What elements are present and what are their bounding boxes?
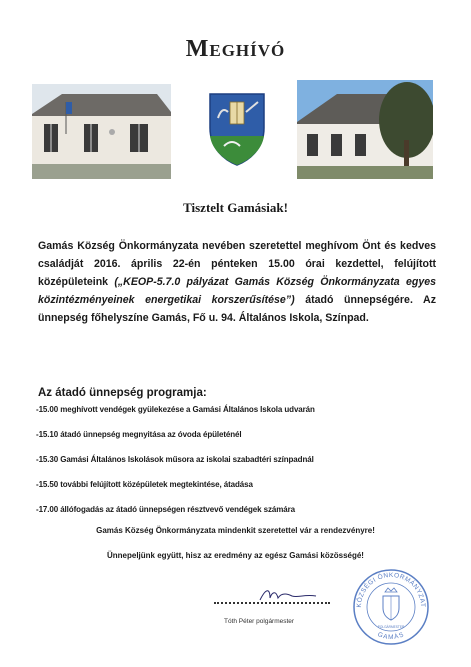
program-item: -15.00 meghívott vendégek gyülekezése a Gamási Általános Iskola udvarán	[36, 405, 315, 414]
greeting: Tisztelt Gamásiak!	[183, 200, 288, 215]
program-item: -15.50 további felújított középületek megtekintése, átadása	[36, 480, 253, 489]
intro-paragraph	[38, 237, 436, 327]
program-item: -15.10 átadó ünnepség megnyitása az óvoda épületénél	[36, 430, 242, 439]
svg-text:GAMÁS	[376, 631, 405, 641]
signature-line	[214, 602, 330, 604]
intro-text-1: Gamás Község Önkormányzata nevében szeretettel meghívom Önt és kedves családját 2016. április 22-én pénteken 15.00 órai kezdettel, felújított középületeink	[38, 240, 436, 288]
intro-project-name: („KEOP-5.7.0 pályázat Gamás Község Önkormányzata egyes közintézményeinek energetikai korszerűsítése”)	[38, 276, 437, 306]
program-item: -15.30 Gamási Általános Iskolások műsora az iskolai szabadtéri színpadnál	[36, 455, 314, 464]
stamp-bottom-text: GAMÁS	[376, 631, 406, 642]
stamp-ring-text: KÖZSÉGI ÖNKORMÁNYZAT	[355, 571, 427, 608]
coat-of-arms-icon	[206, 88, 268, 168]
page-title: Meghívó	[185, 36, 286, 62]
signer-name: Tóth Péter polgármester	[224, 618, 295, 625]
school-building-photo	[32, 84, 171, 179]
closing-line-2: Ünnepeljünk együtt, hisz az eredmény az egész Gamási közösségé!	[107, 551, 364, 560]
intro-text-2: átadó ünnepségére. Az ünnepség főhelyszíne Gamás, Fő u. 94. Általános Iskola, Színpad.	[38, 294, 436, 324]
official-stamp-icon	[352, 568, 430, 646]
stamp-inner-text: POLGÁRMESTER	[377, 625, 405, 629]
closing-line-1: Gamás Község Önkormányzata mindenkit szeretettel vár a rendezvényre!	[96, 526, 375, 535]
kindergarten-building-photo	[297, 80, 433, 179]
program-item: -17.00 állófogadás az átadó ünnepségen résztvevő vendégek számára	[36, 505, 295, 514]
program-heading: Az átadó ünnepség programja:	[38, 387, 207, 399]
